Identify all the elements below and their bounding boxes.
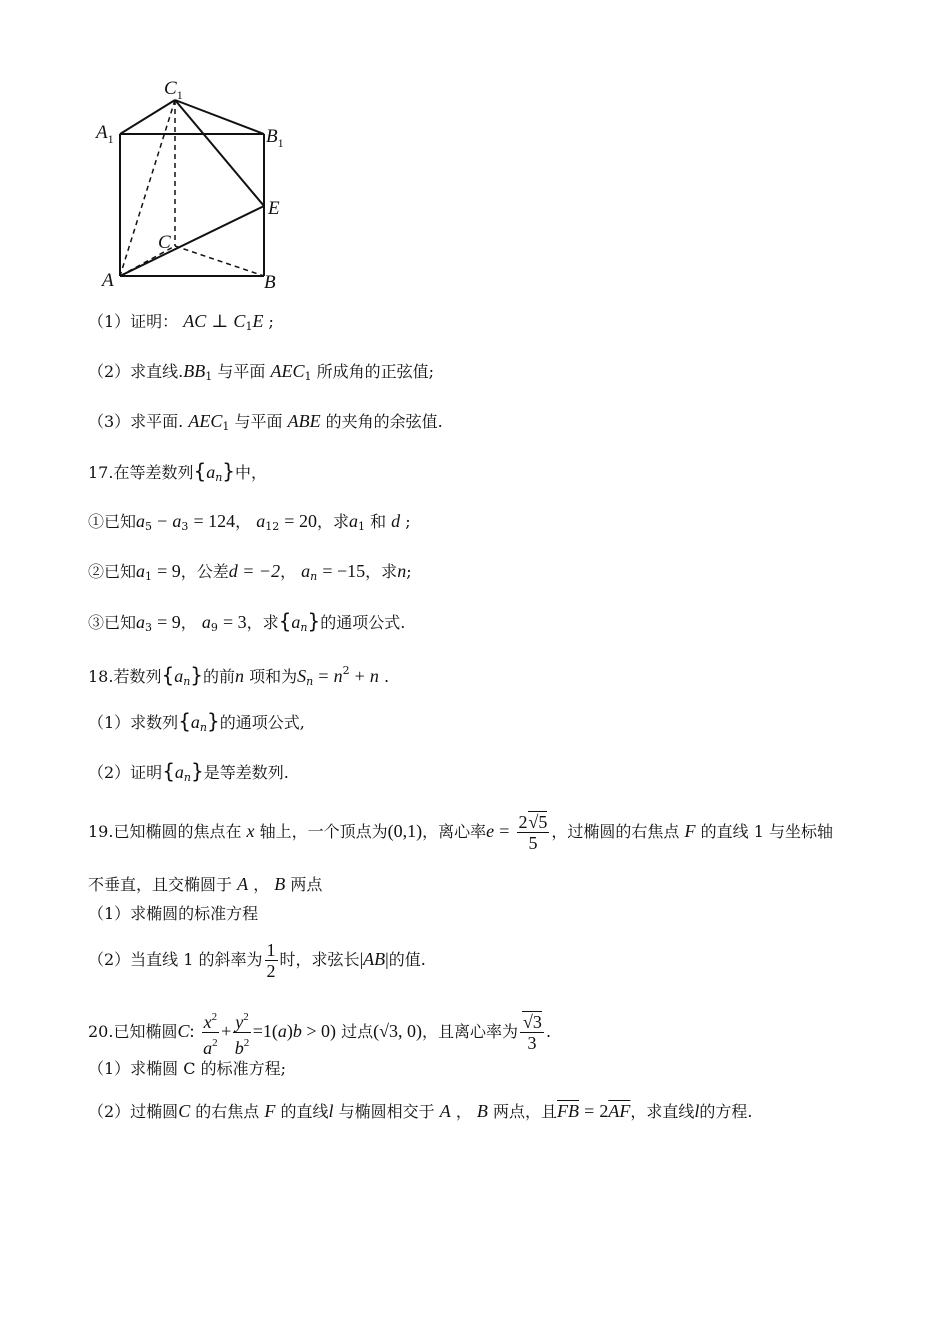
q17-item2: ②已知$a_1 = 9$，公差d = −2， $a_n = -15$，求n; [88, 561, 412, 583]
edge-c1-e [175, 100, 264, 206]
label-c: C [158, 232, 171, 253]
q17-title: 17.在等差数列$\{a_n\}$中， [88, 459, 268, 484]
q16-part3: （3）求平面. $AEC_1$ 与平面 ABE 的夹角的余弦值. [88, 411, 443, 433]
prism-figure [88, 72, 298, 294]
q18-title: 18.若数列$\{a_n\}$的前n 项和为$S_n = n^2 + n$ . [88, 663, 390, 688]
q18-part2: （2）证明$\{a_n\}$是等差数列. [88, 759, 289, 784]
q17-item1: ①已知$a_5 - a_3 = 124$， $a_{12} = 20$，求$a_1$ 和 d ; [88, 511, 411, 533]
label-b1: $B_1$ [266, 126, 284, 150]
q17-item3: ③已知$a_3 = 9$， $a_9 = 3$，求$\{a_n\}$的通项公式. [88, 609, 406, 634]
label-a: A [102, 270, 114, 291]
q20-part1: （1）求椭圆 C 的标准方程; [88, 1059, 286, 1078]
label-b: B [264, 272, 276, 293]
edge-a-e [120, 206, 264, 276]
q18-part1: （1）求数列$\{a_n\}$的通项公式, [88, 709, 305, 734]
q19-part1: （1）求椭圆的标准方程 [88, 904, 259, 923]
q16-part2: （2）求直线$.BB_1$ 与平面 $AEC_1$ 所成角的正弦值; [88, 361, 434, 383]
q20-title: 20.已知椭圆C: $\frac{x^2}{a^2}$ + $\frac{y^2}{b^2}$ =1(a)b > 0) 过点(√3, 0)，且离心率为 $\frac{√3}{3}$ . [88, 1007, 551, 1058]
q19-part2: （2）当直线 1 的斜率为 $\frac{1}{2}$ 时，求弦长|AB|的值. [88, 940, 426, 981]
label-e: E [268, 198, 280, 219]
q19-line1: 19.已知椭圆的焦点在 x 轴上，一个顶点为(0,1)，离心率e = $\frac{2√5}{5}$ ，过椭圆的右焦点 F 的直线 1 与坐标轴 [88, 812, 833, 853]
label-a1: $A_1$ [96, 122, 114, 146]
label-c1: $C_1$ [164, 78, 183, 102]
q20-part2: （2）过椭圆C 的右焦点 F 的直线l 与椭圆相交于 A ， B 两点，且$\overline{FB} = 2\overline{AF}$，求直线l的方程. [88, 1101, 753, 1121]
q19-line2: 不垂直，且交椭圆于 A ， B 两点 [88, 874, 323, 894]
edge-c-b [175, 246, 264, 276]
q16-part1: （1）证明： AC ⊥ $C_1E$ ; [88, 311, 274, 333]
